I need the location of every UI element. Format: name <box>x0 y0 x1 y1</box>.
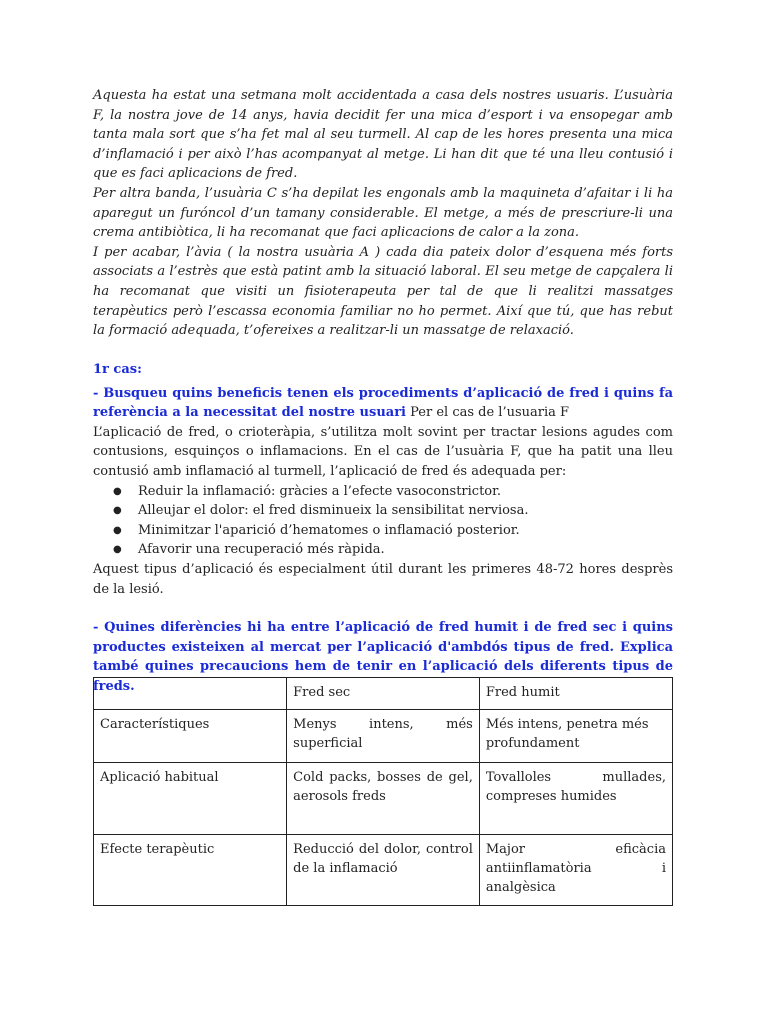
table-row <box>94 710 673 763</box>
table-cell: Tovalloles mullades, compreses humides <box>479 763 672 835</box>
table-row <box>94 835 673 906</box>
table-cell: Reducció del dolor, control de la inflamació <box>287 835 480 906</box>
table-cell: Fred humit <box>479 678 672 710</box>
case-1-closing: Aquest tipus d’aplicació és especialment útil durant les primeres 48-72 hores desprès de la lesió. <box>93 561 673 597</box>
list-item: ● Minimitzar l'aparició d’hematomes o inflamació posterior. <box>138 521 673 541</box>
intro-paragraph-3: I per acabar, l’àvia ( la nostra usuària A ) cada dia pateix dolor d’esquena més forts associats a l’estrès que està patint amb la situació laboral. El seu metge de capçalera li ha recomanat que visiti un fisioterapeuta per tal de que li realitzi massatges terapèutics però l’escassa economia familiar no ho permet. Així que tú, que has rebut la formació adequada, t’ofereixes a realitzar-li un massatge de relaxació. <box>93 244 673 339</box>
case-1-section <box>93 360 673 599</box>
table-cell: Fred sec <box>287 678 480 710</box>
intro-paragraph-1: Aquesta ha estat una setmana molt accidentada a casa dels nostres usuaris. L’usuària F, la nostra jove de 14 anys, havia decidit fer una mica d’esport i va ensopegar amb tanta mala sort que s’ha fet mal al seu turmell. Al cap de les hores presenta una mica d’inflamació i per això l’has acompanyat al metge. Li han dit que té una lleu contusió i que es faci aplicacions de fred. <box>93 88 673 182</box>
intro-paragraph-2: Per altra banda, l’usuària C s’ha depilat les engonals amb la maquineta d’afaitar i li ha aparegut un furóncol d’un tamany considerable. El metge, a més de prescriure-li una crema antibiòtica, li ha recomanat que faci aplicacions de calor a la zona. <box>93 185 673 241</box>
case-1-question-block <box>93 384 673 423</box>
table-cell: Característiques <box>94 710 287 763</box>
table-cell: Més intens, penetra més profundament <box>479 710 672 763</box>
table-cell: Menys intens, més superficial <box>287 710 480 763</box>
case-1-title: 1r cas: <box>93 362 142 377</box>
case-1-question-suffix: Per el cas de l’usuaria F <box>406 405 570 421</box>
table-header-row <box>94 678 673 710</box>
list-item: ● Alleujar el dolor: el fred disminueix la sensibilitat nerviosa. <box>138 501 673 521</box>
benefits-list <box>93 482 673 560</box>
table-cell <box>94 678 287 710</box>
question-2: - Quines diferències hi ha entre l’aplicació de fred humit i de fred sec i quins productes existeixen al mercat per l’aplicació d'ambdós tipus de fred. Explica també quines precaucions hem de tenir en l’aplicació dels diferents tipus de freds. <box>93 620 673 694</box>
scenario-intro <box>93 86 673 341</box>
case-1-question: - Busqueu quins beneficis tenen els procediments d’aplicació de fred i quins fa referència a la necessitat del nostre usuari <box>93 385 673 421</box>
list-item: ● Reduir la inflamació: gràcies a l’efecte vasoconstrictor. <box>138 482 673 502</box>
cold-comparison-table <box>93 677 673 906</box>
list-item: ● Afavorir una recuperació més ràpida. <box>138 540 673 560</box>
table-row <box>94 763 673 835</box>
table-cell: Cold packs, bosses de gel, aerosols freds <box>287 763 480 835</box>
table-cell: Efecte terapèutic <box>94 835 287 906</box>
table-cell: Aplicació habitual <box>94 763 287 835</box>
table-cell: Major eficàcia antiinflamatòria i analgèsica <box>479 835 672 906</box>
case-1-answer: L’aplicació de fred, o crioteràpia, s’utilitza molt sovint per tractar lesions agudes com contusions, esquinços o inflamacions. En el cas de l’usuària F, que ha patit una lleu contusió amb inflamació al turmell, l’aplicació de fred és adequada per: <box>93 424 673 479</box>
